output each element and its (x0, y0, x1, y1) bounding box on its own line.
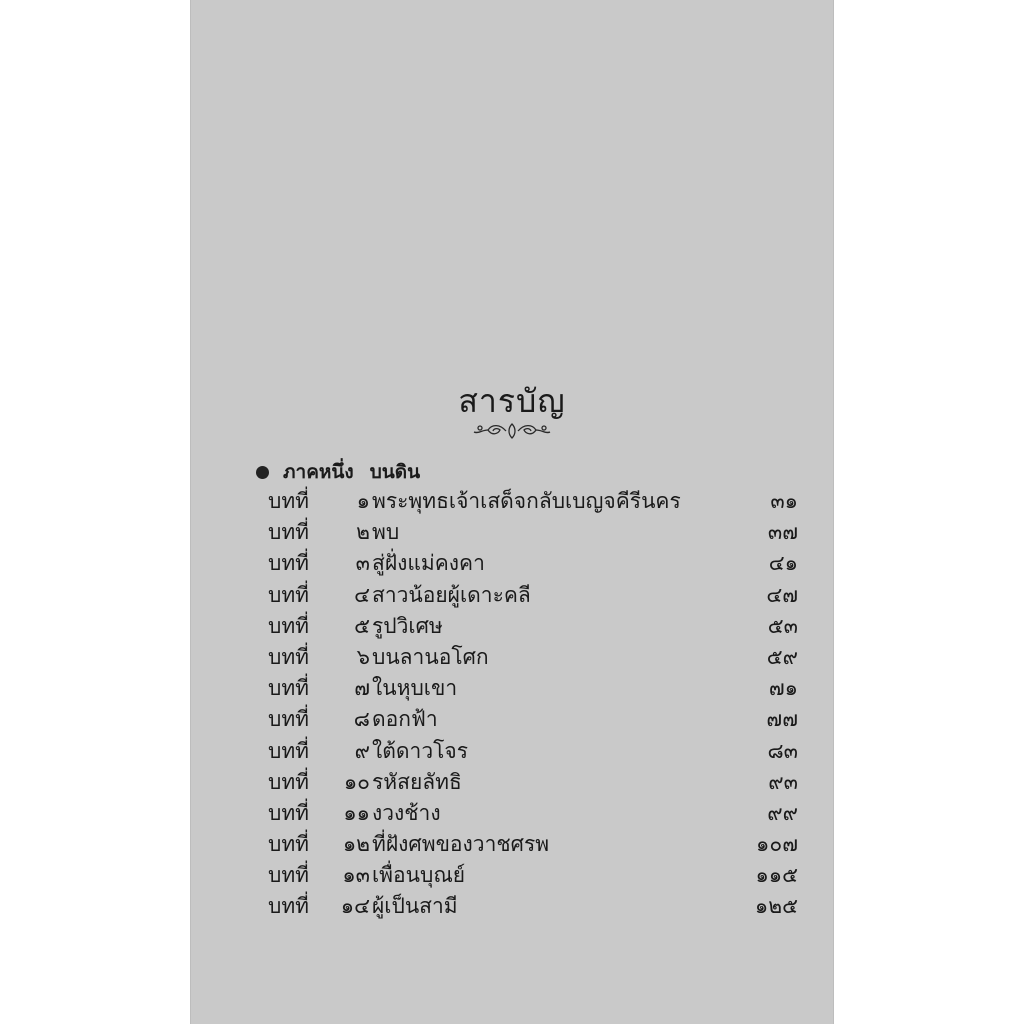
chapter-number: ๖ (356, 644, 370, 669)
chapter-label: บทที่ (268, 863, 310, 888)
chapter-number: ๔ (354, 582, 370, 607)
toc-entry (268, 673, 808, 704)
chapter-label: บทที่ (268, 676, 310, 701)
toc-entry (268, 548, 808, 579)
toc-entry (268, 580, 808, 611)
chapter-number: ๙ (354, 738, 370, 763)
toc-entry (268, 517, 808, 548)
chapter-number: ๑๒ (342, 832, 370, 857)
page-number: ๕๙ (766, 644, 798, 669)
chapter-number: ๗ (354, 676, 370, 701)
chapter-number: ๕ (354, 613, 370, 638)
chapter-label: บทที่ (268, 738, 310, 763)
chapter-title: บนลานอโศก (372, 644, 489, 669)
book-page (190, 0, 834, 1024)
chapter-label: บทที่ (268, 707, 310, 732)
chapter-title: ผู้เป็นสามี (372, 894, 458, 919)
page-number: ๑๑๕ (755, 863, 798, 888)
chapter-title: พบ (372, 520, 400, 545)
toc-entry (268, 642, 808, 673)
chapter-number: ๑๓ (342, 863, 370, 888)
part-label: ภาคหนึ่ง (283, 461, 354, 483)
chapter-label: บทที่ (268, 769, 310, 794)
chapter-number: ๓ (355, 551, 370, 576)
chapter-label: บทที่ (268, 832, 310, 857)
chapter-title: งวงช้าง (372, 800, 441, 825)
chapter-title: ที่ฝังศพของวาชศรพ (372, 832, 550, 857)
chapter-label: บทที่ (268, 489, 310, 513)
page-number: ๗๗ (766, 707, 798, 732)
chapter-number: ๑๔ (340, 894, 370, 919)
page-number: ๔๑ (768, 551, 798, 576)
chapter-title: ดอกฟ้า (372, 707, 438, 732)
chapter-number: ๑๐ (343, 769, 370, 794)
page-number: ๕๓ (767, 613, 798, 638)
chapter-title: รูปวิเศษ (372, 613, 443, 638)
toc-entry (268, 736, 808, 767)
chapter-label: บทที่ (268, 613, 310, 638)
bullet-icon (256, 466, 269, 479)
page-number: ๗๑ (768, 676, 798, 701)
chapter-label: บทที่ (268, 644, 310, 669)
part-title: บนดิน (369, 461, 421, 483)
toc-entry (268, 829, 808, 860)
toc-entry (268, 611, 808, 642)
page-number: ๑๐๗ (756, 832, 798, 857)
page-number: ๙๙ (767, 800, 798, 825)
chapter-title: รหัสยลัทธิ (372, 769, 462, 794)
page-number: ๓๗ (767, 520, 798, 545)
toc-entry (268, 704, 808, 735)
chapter-number: ๑ (356, 489, 370, 513)
toc-entry (268, 486, 808, 517)
chapter-number: ๑๑ (343, 800, 370, 825)
toc-entry (268, 860, 808, 891)
page-number: ๙๓ (768, 769, 798, 794)
chapter-title: พระพุทธเจ้าเสด็จกลับเบญจคีรีนคร (372, 489, 681, 513)
chapter-label: บทที่ (268, 520, 310, 545)
chapter-title: สาวน้อยผู้เดาะคลี (372, 582, 531, 607)
chapter-label: บทที่ (268, 894, 310, 919)
chapter-title: ในหุบเขา (372, 676, 458, 701)
page-number: ๔๗ (766, 582, 798, 607)
chapter-label: บทที่ (268, 551, 310, 576)
page-number: ๑๒๕ (754, 894, 798, 919)
chapter-number: ๒ (356, 520, 370, 545)
part-heading (256, 458, 420, 486)
toc-entry (268, 767, 808, 798)
chapter-label: บทที่ (268, 582, 310, 607)
chapter-number: ๘ (353, 707, 370, 732)
toc-heading: สารบัญ (458, 382, 566, 420)
toc-entry (268, 798, 808, 829)
page-number: ๘๓ (767, 738, 798, 763)
chapter-label: บทที่ (268, 800, 310, 825)
toc-entry (268, 891, 808, 922)
chapter-title: เพื่อนบุณย์ (372, 863, 466, 888)
page-number: ๓๑ (770, 489, 798, 513)
toc-list (268, 486, 808, 923)
flourish-ornament-icon (190, 420, 834, 444)
chapter-title: ใต้ดาวโจร (372, 738, 468, 763)
chapter-title: สู่ฝั่งแม่คงคา (372, 551, 485, 576)
